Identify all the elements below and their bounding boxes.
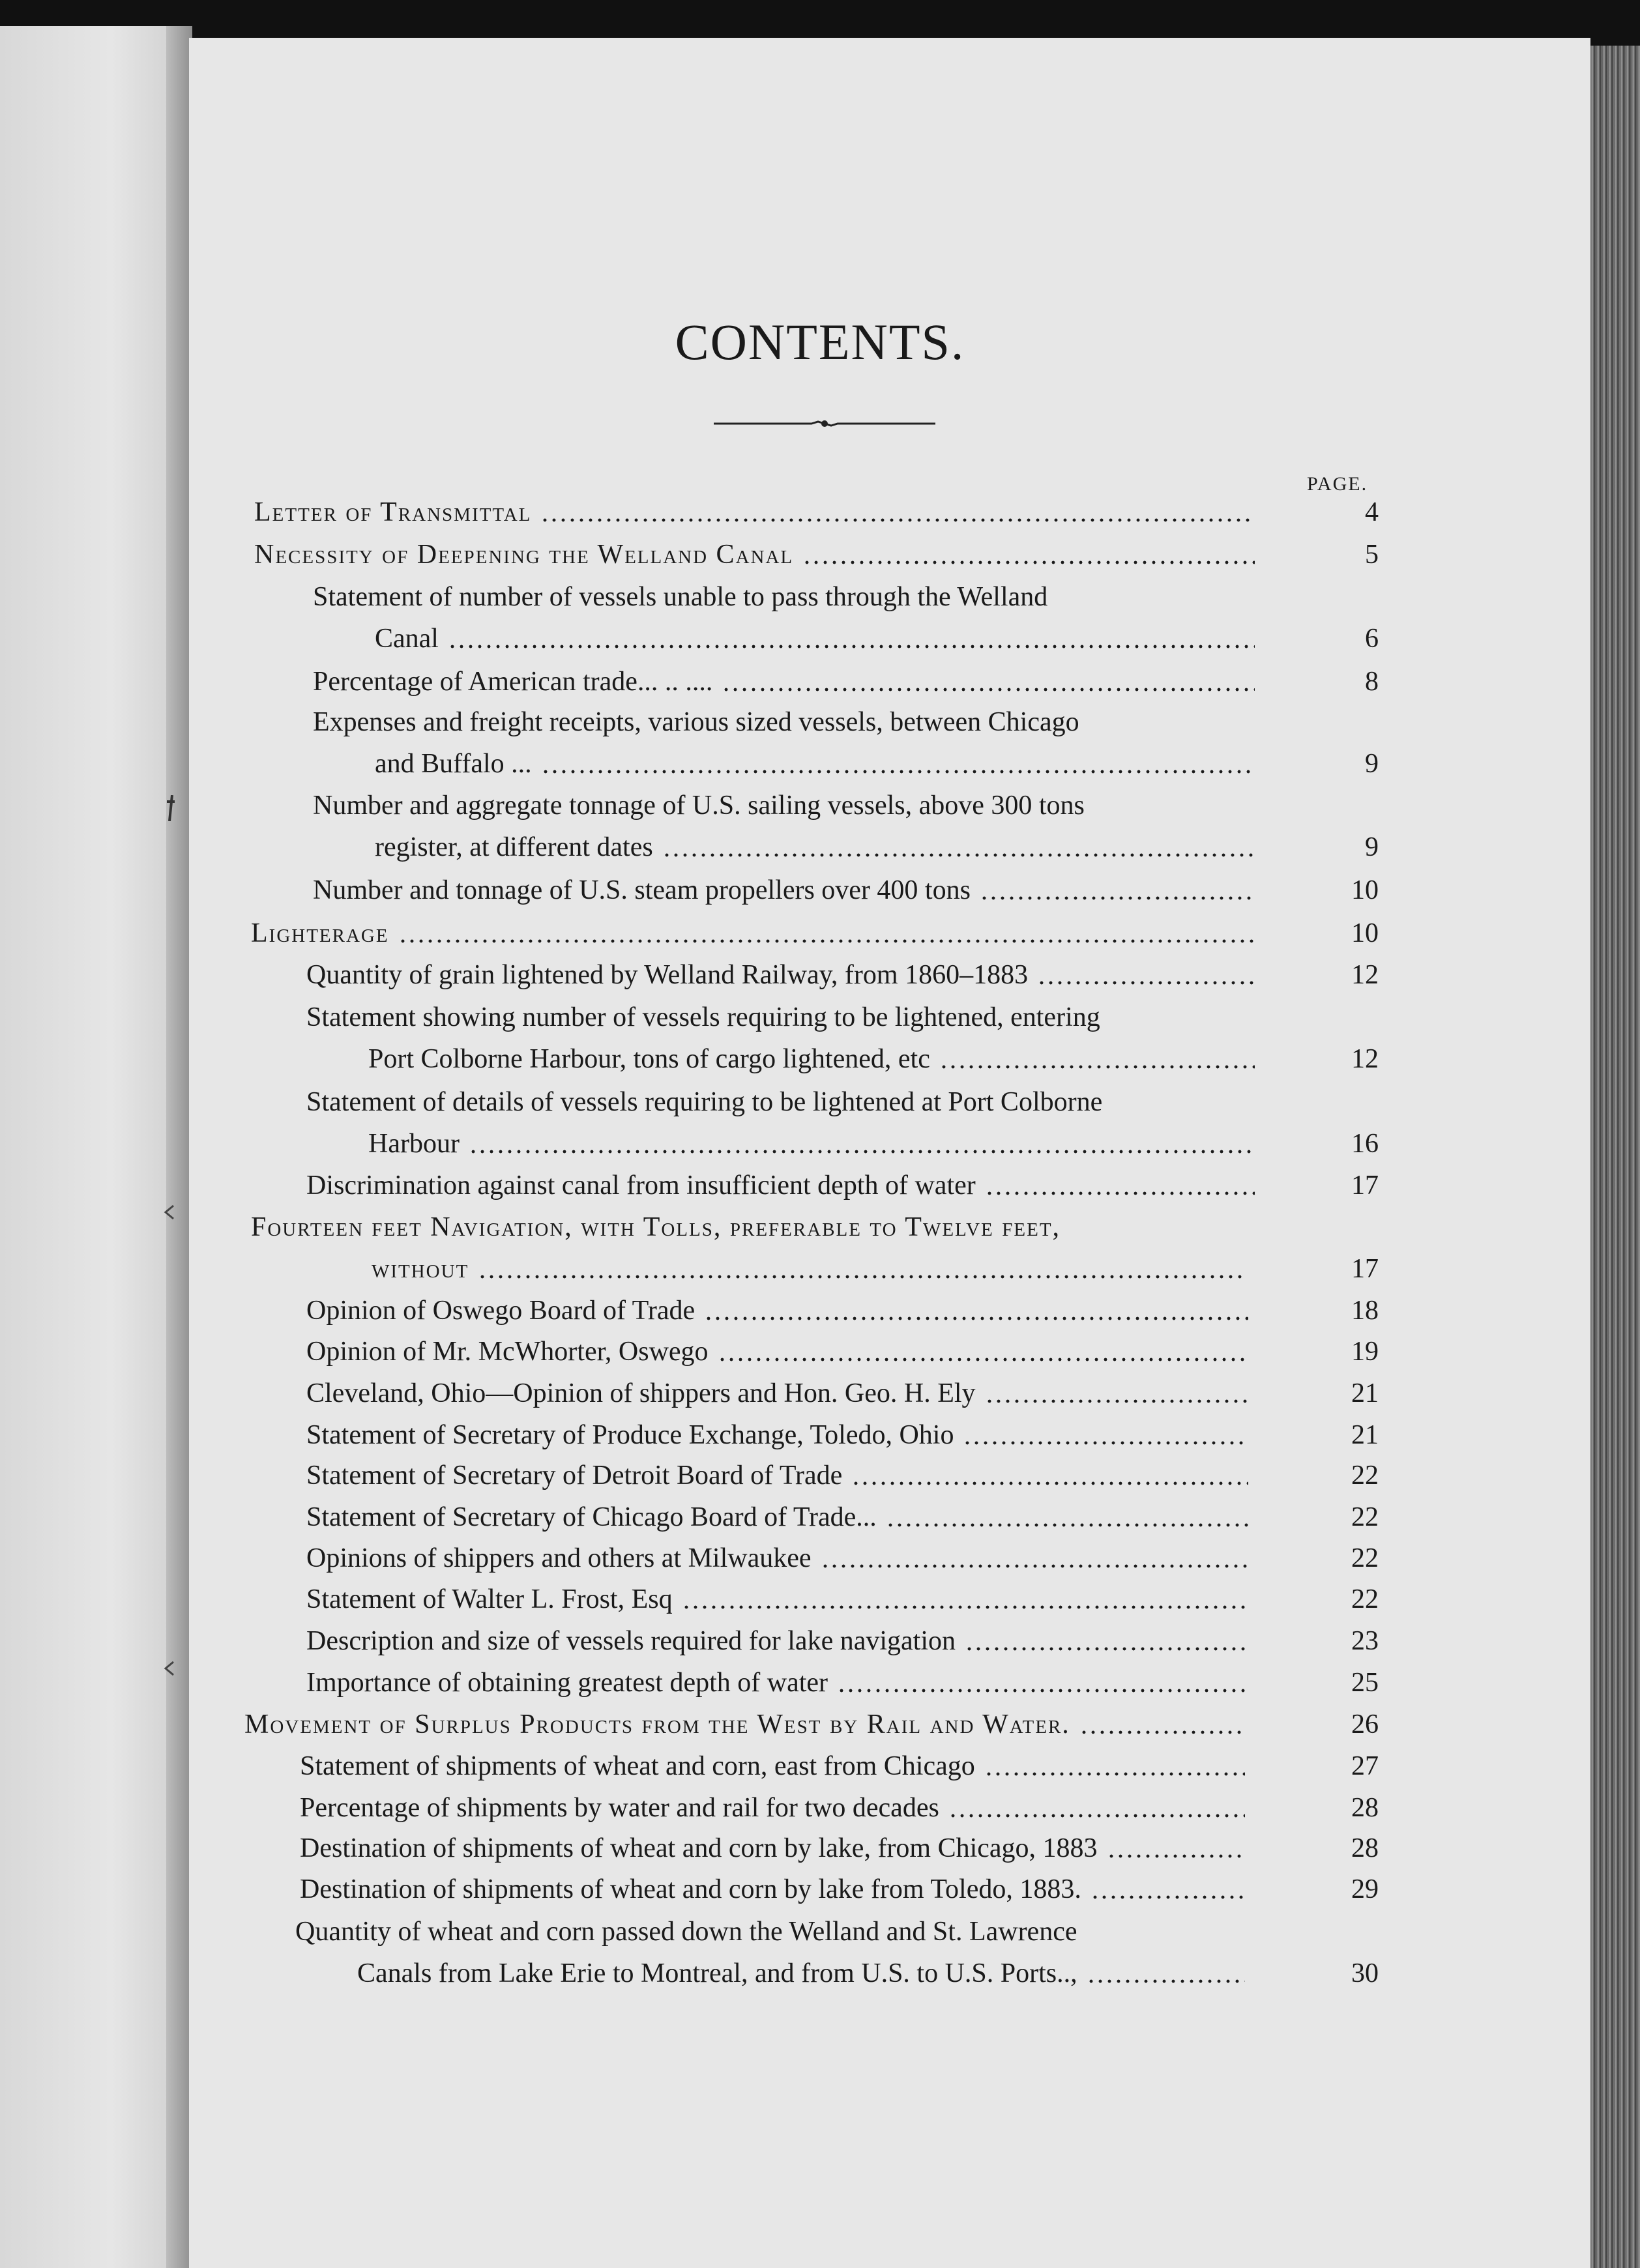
toc-page-number: 30 [1351,1958,1379,1988]
toc-page-number: 29 [1351,1874,1379,1904]
toc-entry-text: Canals from Lake Erie to Montreal, and from U.S. to U.S. Ports.., [357,1958,1077,1988]
toc-page-number: 12 [1351,1044,1379,1074]
dot-leaders [1087,1979,1245,1984]
toc-page-number: 22 [1351,1543,1379,1573]
dot-leaders [1037,980,1255,985]
toc-page-number: 21 [1351,1378,1379,1408]
toc-entry-text: Expenses and freight receipts, various sized vessels, between Chicago [313,707,1079,737]
dot-leaders [398,938,1255,944]
dot-leaders [984,1771,1245,1777]
dot-leaders [980,895,1255,901]
toc-entry-text: Opinion of Oswego Board of Trade [306,1296,696,1326]
toc-entry-text: Necessity of Deepening the Welland Canal [254,540,794,570]
dot-leaders [1091,1895,1245,1900]
toc-page-number: 22 [1351,1461,1379,1490]
dot-leaders [837,1688,1248,1693]
margin-mark [163,795,179,821]
toc-entry-text: Number and aggregate tonnage of U.S. sailing vessels, above 300 tons [313,791,1085,821]
dot-leaders [541,769,1255,774]
toc-entry-text: Statement of details of vessels requiring to be lightened at Port Colborne [306,1087,1103,1117]
toc-page-number: 22 [1351,1584,1379,1614]
toc-entry-text: Statement of number of vessels unable to pass through the Welland [313,582,1048,612]
toc-entry-text: Movement of Surplus Products from the West by Rail and Water. [244,1709,1070,1739]
toc-page-number: 5 [1365,540,1379,570]
dot-leaders [939,1064,1255,1069]
toc-entry-text: Harbour [368,1129,460,1159]
dot-leaders [1079,1730,1245,1735]
dot-leaders [851,1481,1248,1486]
dot-leaders [469,1149,1255,1154]
toc-entry-text: Statement of Walter L. Frost, Esq [306,1584,673,1614]
dot-leaders [722,687,1255,692]
dot-leaders [448,644,1255,649]
toc-page-number: 25 [1351,1668,1379,1698]
dot-leaders [821,1563,1248,1569]
dot-leaders [704,1316,1248,1321]
toc-page-number: 18 [1351,1296,1379,1326]
toc-entry-text: Statement of Secretary of Detroit Board of Trade [306,1461,843,1490]
toc-page-number: 21 [1351,1420,1379,1450]
toc-entry-text: Percentage of shipments by water and rail for two decades [300,1793,939,1823]
toc-entry-text: Percentage of American trade... .. .... [313,667,713,697]
toc-page-number: 26 [1351,1709,1379,1739]
page-title: CONTENTS. [675,313,965,370]
dot-leaders [682,1605,1248,1610]
toc-page-number: 9 [1365,749,1379,779]
toc-page-number: 8 [1365,667,1379,697]
toc-page-number: 27 [1351,1751,1379,1781]
toc-page-number: 10 [1351,918,1379,948]
toc-entry-text: Canal [375,624,439,654]
toc-entry-text: Quantity of wheat and corn passed down the Welland and St. Lawrence [295,1917,1077,1947]
toc-entry-text: Destination of shipments of wheat and corn by lake, from Chicago, 1883 [300,1833,1098,1863]
toc-entry-text: Cleveland, Ohio—Opinion of shippers and Hon. Geo. H. Ely [306,1378,976,1408]
toc-entry-text: Port Colborne Harbour, tons of cargo lightened, etc [368,1044,930,1074]
page-edges [1590,46,1640,2268]
margin-mark [163,1655,179,1681]
toc-entry-text: Discrimination against canal from insufficient depth of water [306,1170,976,1200]
toc-entry-text: Letter of Transmittal [254,497,532,527]
toc-entry-text: Importance of obtaining greatest depth of water [306,1668,828,1698]
toc-page-number: 16 [1351,1129,1379,1159]
toc-entry-text: Statement of Secretary of Chicago Board of Trade... [306,1502,877,1532]
toc-page-number: 28 [1351,1833,1379,1863]
toc-entry-text: Description and size of vessels required for lake navigation [306,1626,956,1656]
dot-leaders [965,1646,1248,1651]
toc-entry-text: Lighterage [251,918,389,948]
dot-leaders [985,1399,1248,1404]
toc-page-number: 6 [1365,624,1379,654]
toc-page-number: 9 [1365,832,1379,862]
dot-leaders [478,1274,1245,1279]
toc-entry-text: Destination of shipments of wheat and corn by lake from Toledo, 1883. [300,1874,1081,1904]
dot-leaders [662,852,1255,858]
toc-page-number: 22 [1351,1502,1379,1532]
toc-entry-text: register, at different dates [375,832,653,862]
toc-entry-text: without [372,1254,469,1284]
toc-entry-text: Fourteen feet Navigation, with Tolls, preferable to Twelve feet, [251,1212,1061,1242]
toc-entry-text: Opinions of shippers and others at Milwaukee [306,1543,812,1573]
toc-entry-text: Statement of shipments of wheat and corn, east from Chicago [300,1751,975,1781]
dot-leaders [985,1191,1255,1196]
toc-entry-text: Number and tonnage of U.S. steam propellers over 400 tons [313,875,971,905]
toc-page-number: 10 [1351,875,1379,905]
toc-page-number: 12 [1351,960,1379,990]
toc-entry-text: Opinion of Mr. McWhorter, Oswego [306,1337,709,1367]
toc-page-number: 17 [1351,1170,1379,1200]
dot-leaders [1107,1854,1245,1859]
toc-entry-text: Quantity of grain lightened by Welland Railway, from 1860–1883 [306,960,1029,990]
toc-page-number: 19 [1351,1337,1379,1367]
toc-entry-text: and Buffalo ... [375,749,532,779]
toc-entry-text: Statement showing number of vessels requiring to be lightened, entering [306,1002,1100,1032]
page-column-label: PAGE. [1307,473,1368,495]
toc-page-number: 28 [1351,1793,1379,1823]
dot-leaders [948,1813,1245,1818]
toc-page-number: 17 [1351,1254,1379,1284]
dot-leaders [802,560,1255,565]
dot-leaders [886,1522,1248,1528]
dot-leaders [540,517,1255,523]
title-ornament [714,417,935,430]
margin-mark [163,1199,179,1225]
dot-leaders [718,1357,1248,1362]
toc-page-number: 4 [1365,497,1379,527]
toc-entry-text: Statement of Secretary of Produce Exchange, Toledo, Ohio [306,1420,954,1450]
dot-leaders [963,1440,1248,1446]
toc-page-number: 23 [1351,1626,1379,1656]
